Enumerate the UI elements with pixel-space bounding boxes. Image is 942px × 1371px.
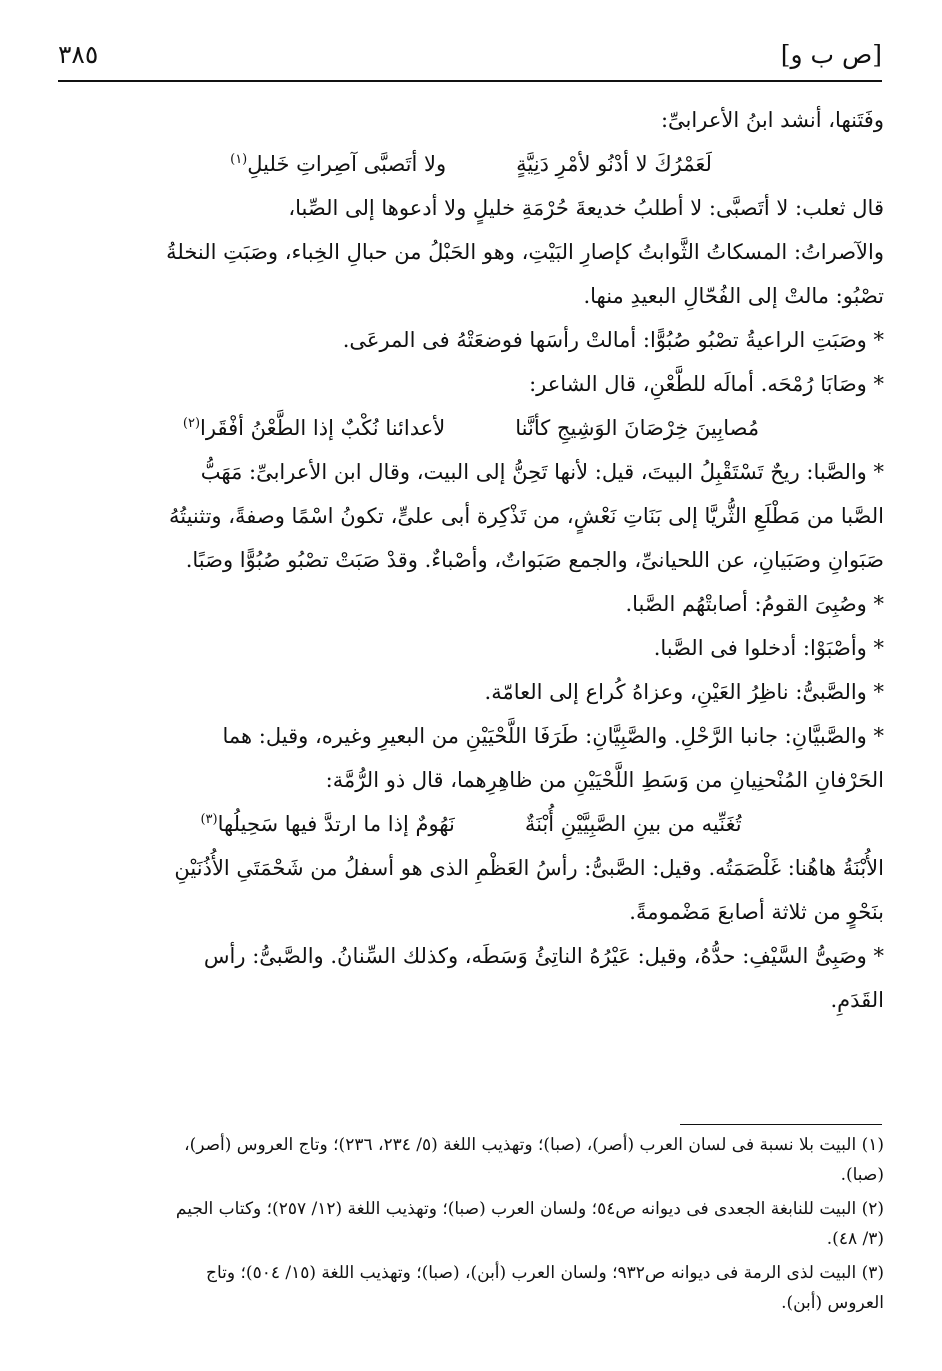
footnote-ref: (٢) [182,416,201,431]
footnote-line: العروس (أبن). [781,1293,884,1313]
verse-2 [58,406,884,450]
verse-hemistich: مُصابِينَ خِرْصَانَ الوَشِيجِ كأنَّنا [515,416,760,440]
verse-hemistich: لَعَمْرُكَ لا أدْنُو لأمْرِ دَنِيَّةٍ [516,152,712,176]
verse-hemistich: ولا أتَصبَّى آصِراتِ خَليلِ [247,152,447,176]
verse-hemistich: تُغَنِّيه من بينِ الصَّبِيَّيْنِ أُبْنَةٌ [524,812,742,836]
text-line: بنَحْوٍ من ثلاثة أصابعَ مَضْمومةً. [629,900,884,924]
verse-1 [58,142,884,186]
footnote-line: (٣/ ٤٨). [826,1229,884,1249]
verse-hemistich-end [200,802,454,846]
text-line: الأُبْنَةُ هاهُنا: غَلْصَمَتُه. وقيل: الصَّبىُّ: رأسُ العَظْمِ الذى هو أسفلُ من شَحْمَتَىِ الأُذُنَيْنِ [174,856,884,880]
text-line: الصَّبا من مَطْلَعِ الثُّريَّا إلى بَنَاتِ نَعْشٍ، من تَذْكِرة أبى علىٍّ، تكونُ اسْمًا وصفةً، وتثنيتُهُ [168,504,884,528]
verse-3 [58,802,884,846]
text-line: * والصَّبيَّانِ: جانبا الرَّحْلِ. والصَّبِيَّانِ: طَرَفَا اللَّحْيَيْنِ من البعيرِ وغيره، وقيل: هما [222,724,884,748]
verse-hemistich-end [183,406,445,450]
footnote-divider [680,1124,882,1125]
text-line: القَدَمِ. [830,988,884,1012]
text-line: والآصراتُ: المسكاتُ الثَّوابتُ كإصارِ البَيْتِ، وهو الحَبْلُ من حبالِ الخِباء، وصَبَتِ النخلةُ [166,240,884,264]
text-line: صَبَوانِ وصَبَيانِ، عن اللحيانىِّ، والجمع صَبَواتٌ، وأصْباءٌ. وقدْ صَبَتْ تصْبُو صُبُوًّا وصَبًا. [185,548,884,572]
footnote-2 [58,1194,884,1254]
text-line: * وصَبَتِ الراعيةُ تصْبُو صُبُوًّا: أمالتْ رأسَها فوضعَتْهُ فى المرعَى. [342,328,884,352]
text-line: * وصَبِىُّ السَّيْفِ: حدُّهُ، وقيل: عَيْرُهُ الناتِئُ وَسَطَه، وكذلك السِّنانُ. والصَّبىُّ: رأس [203,944,884,968]
root-label: [ص ب و] [780,40,882,69]
text-line: * والصَّبا: ريحٌ تَسْتَقْبِلُ البيتَ، قيل: لأنها تَحِنُّ إلى البيت، وقال ابن الأعرابىِّ: مَهَبُّ [200,460,884,484]
footnote-line: (١) البيت بلا نسبة فى لسان العرب (أصر)، (صبا)؛ وتهذيب اللغة (٥/ ٢٣٤، ٢٣٦)؛ وتاج العروس (أصر)، [184,1135,884,1155]
text-line: * وأصْبَوْا: أدخلوا فى الصَّبا. [653,636,884,660]
footnotes [58,1130,884,1322]
text-line: * وصُبِىَ القومُ: أصابتْهُم الصَّبا. [625,592,884,616]
entry-text [58,98,884,1022]
footnote-line: (٢) البيت للنابغة الجعدى فى ديوانه ص٥٤؛ ولسان العرب (صبا)؛ وتهذيب اللغة (١٢/ ٢٥٧)؛ وكتاب الجيم [175,1199,884,1219]
text-line: قال ثعلب: لا أتَصبَّى: لا أطلبُ خديعةَ حُرْمَةِ خليلٍ ولا أدعوها إلى الصِّبا، [288,196,884,220]
page-number: ٣٨٥ [58,40,99,69]
header-divider [58,80,882,82]
text-line: تصْبُو: مالتْ إلى الفُحّالِ البعيدِ منها. [583,284,884,308]
text-line: الحَرْفانِ المُنْحنِيانِ من وَسَطِ اللَّحْيَيْنِ من ظاهِرِهما، قال ذو الرُّمَّة: [325,768,884,792]
text-line: * والصَّبىُّ: ناظِرُ العَيْنِ، وعزاهُ كُراع إلى العامّة. [484,680,884,704]
footnote-ref: (٣) [200,812,218,827]
footnote-1 [58,1130,884,1190]
verse-hemistich-end [230,142,446,186]
footnote-line: (٣) البيت لذى الرمة فى ديوانه ص٩٣٢؛ ولسان العرب (أبن)، (صبا)؛ وتهذيب اللغة (١٥/ ٥٠٤)؛ وتاج [206,1263,884,1283]
verse-hemistich: لأعدائنا نُكْبٌ إذا الطَّعْنُ أفْقَرا [200,416,446,440]
footnote-3 [58,1258,884,1318]
footnote-line: (صبا). [840,1165,884,1185]
footnote-ref: (١) [230,152,248,167]
verse-hemistich: نَهُومٌ إذا ما ارتدَّ فيها سَحِيلُها [217,812,455,836]
text-line: وفَتَنها، أنشد ابنُ الأعرابىِّ: [660,108,884,132]
text-line: * وصَابَا رُمْحَه. أمالَه للطَّعْنِ، قال الشاعر: [529,372,884,396]
